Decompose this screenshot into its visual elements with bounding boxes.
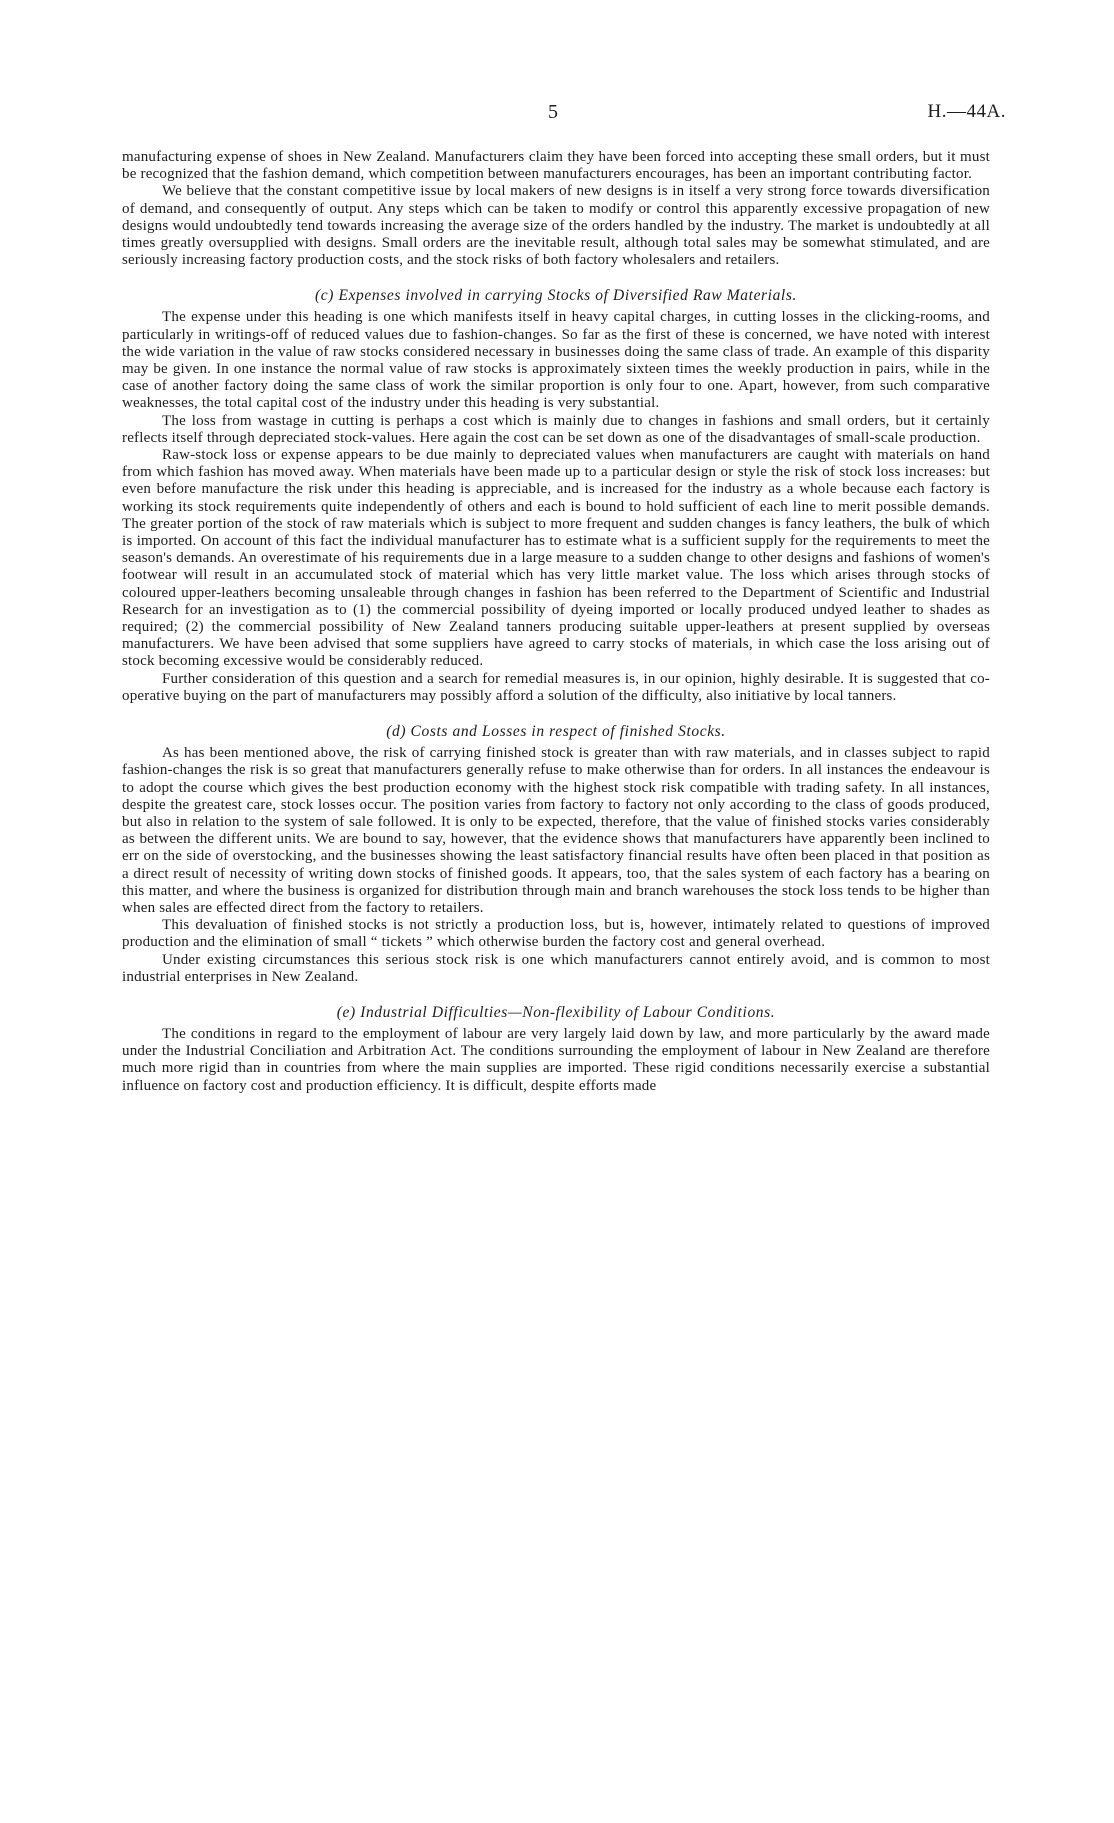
document-body: [122, 149, 990, 1095]
paragraph: The expense under this heading is one which manifests itself in heavy capital charges, in cutting losses in the clicking-rooms, and particularly in writings-off of reduced values due to fashion-changes. So far as the first of these is concerned, we have noted with interest the wide variation in the value of raw stocks considered necessary in businesses doing the same class of trade. An example of this disparity may be given. In one instance the normal value of raw stocks is approximately sixteen times the weekly production in pairs, while in the case of another factory doing the same class of work the similar proportion is only four to one. Apart, however, from such comparative weaknesses, the total capital cost of the industry under this heading is very substantial.: [122, 309, 990, 412]
section-heading-c: (c) Expenses involved in carrying Stocks of Diversified Raw Materials.: [315, 287, 797, 305]
paragraph: Raw-stock loss or expense appears to be due mainly to depreciated values when manufacturers are caught with materials on hand from which fashion has moved away. When materials have been made up to a particular design or style the risk of stock loss increases: but even before manufacture the risk under this heading is appreciable, and is increased for the industry as a whole because each factory is working its stock requirements quite independently of others and each is bound to hold sufficient of each line to merit possible demands. The greater portion of the stock of raw materials which is subject to more frequent and sudden changes is fancy leathers, the bulk of which is imported. On account of this fact the individual manufacturer has to estimate what is a sufficient supply for the requirements to meet the season's demands. An overestimate of his requirements due in a large measure to a sudden change to other designs and fashions of women's footwear will result in an accumulated stock of material which has very little market value. The loss which arises through stocks of coloured upper-leathers becoming unsaleable through changes in fashion has been referred to the Department of Scientific and Industrial Research for an investigation as to (1) the commercial possibility of dyeing imported or locally produced undyed leather to shades as required; (2) the commercial possibility of New Zealand tanners producing suitable upper-leathers at present supplied by overseas manufacturers. We have been advised that some suppliers have agreed to carry stocks of materials, in which case the loss arising out of stock becoming excessive would be considerably reduced.: [122, 447, 990, 670]
paragraph: The loss from wastage in cutting is perhaps a cost which is mainly due to changes in fashions and small orders, but it certainly reflects itself through depreciated stock-values. Here again the cost can be set down as one of the disadvantages of small-scale production.: [122, 412, 990, 446]
paragraph: We believe that the constant competitive issue by local makers of new designs is in itself a very strong force towards diversification of demand, and consequently of output. Any steps which can be taken to modify or control this apparently excessive propagation of new designs would undoubtedly tend towards increasing the average size of the orders handled by the industry. The market is undoubtedly at all times greatly oversupplied with designs. Small orders are the inevitable result, although total sales may be somewhat stimulated, and are seriously increasing factory production costs, and the stock risks of both factory wholesalers and retailers.: [122, 183, 990, 269]
section-heading-d: (d) Costs and Losses in respect of finished Stocks.: [386, 723, 726, 741]
section-heading-e: (e) Industrial Difficulties—Non-flexibility of Labour Conditions.: [336, 1003, 776, 1021]
paper-reference: H.—44A.: [927, 101, 1006, 122]
paragraph: manufacturing expense of shoes in New Zealand. Manufacturers claim they have been forced into accepting these small orders, but it must be recognized that the fashion demand, which competition between manufacturers encourages, has been an important contributing factor.: [122, 149, 990, 183]
page-header: [0, 101, 1114, 125]
paragraph: Further consideration of this question and a search for remedial measures is, in our opinion, highly desirable. It is suggested that co-operative buying on the part of manufacturers may possibly afford a solution of the difficulty, also initiative by local tanners.: [122, 670, 990, 704]
paragraph: Under existing circumstances this serious stock risk is one which manufacturers cannot entirely avoid, and is common to most industrial enterprises in New Zealand.: [122, 951, 990, 985]
paragraph: The conditions in regard to the employment of labour are very largely laid down by law, and more particularly by the award made under the Industrial Conciliation and Arbitration Act. The conditions surrounding the employment of labour in New Zealand are therefore much more rigid than in countries from where the main supplies are imported. These rigid conditions necessarily exercise a substantial influence on factory cost and production efficiency. It is difficult, despite efforts made: [122, 1025, 990, 1094]
paragraph: This devaluation of finished stocks is not strictly a production loss, but is, however, intimately related to questions of improved production and the elimination of small “ tickets ” which otherwise burden the factory cost and general overhead.: [122, 917, 990, 951]
paragraph: As has been mentioned above, the risk of carrying finished stock is greater than with raw materials, and in classes subject to rapid fashion-changes the risk is so great that manufacturers generally refuse to make otherwise than for orders. In all instances the endeavour is to adopt the course which gives the best production economy with the highest stock risk compatible with trading safety. In all instances, despite the greatest care, stock losses occur. The position varies from factory to factory not only according to the class of goods produced, but also in relation to the system of sale followed. It is only to be expected, therefore, that the value of finished stocks varies considerably as between the different units. We are bound to say, however, that the evidence shows that manufacturers have apparently been inclined to err on the side of overstocking, and the businesses showing the least satisfactory financial results have often been placed in that position as a direct result of necessity of writing down stocks of finished goods. It appears, too, that the sales system of each factory has a bearing on this matter, and where the business is organized for distribution through main and branch warehouses the stock loss tends to be higher than when sales are effected direct from the factory to retailers.: [122, 745, 990, 916]
page-number: 5: [548, 101, 559, 123]
